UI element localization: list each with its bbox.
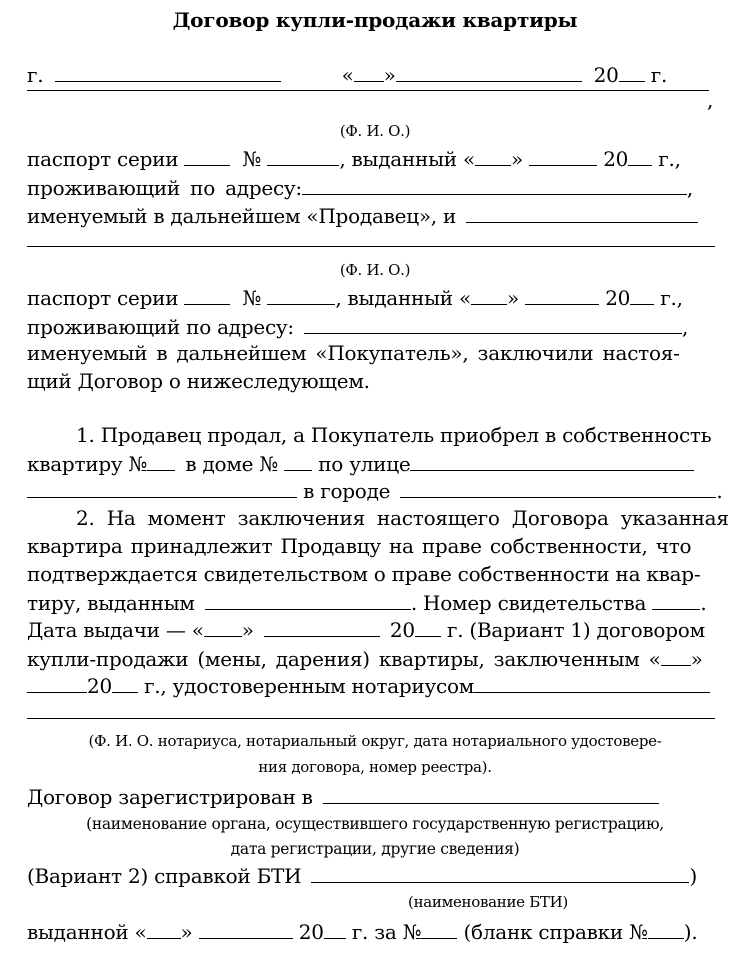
final-blank-label: (бланк справки № — [463, 920, 648, 944]
final-year-prefix: 20 — [298, 920, 324, 944]
clause2-line7 — [27, 673, 717, 698]
clause1-city-label: в городе — [303, 479, 391, 503]
seller-name-field[interactable] — [27, 90, 709, 91]
clause2-line2: квартира принадлежит Продавцу на праве собственности, что — [27, 534, 692, 558]
final-year-field[interactable] — [324, 919, 346, 939]
year-field[interactable] — [619, 62, 645, 82]
buyer-number-field[interactable] — [267, 285, 335, 305]
clause1-street-label: по улице — [318, 452, 411, 476]
final-issued-label: выданной « — [27, 920, 147, 944]
buyer-named-line1: именуемый в дальнейшем «Покупатель», заключили настоя- — [27, 341, 680, 365]
seller-year-prefix: 20 — [603, 147, 629, 171]
apartment-number-field[interactable] — [147, 451, 175, 471]
clause1-house-label: в доме № — [185, 452, 278, 476]
registered-line — [27, 784, 717, 809]
seller-year-suffix: г., — [658, 147, 681, 171]
seller-year-field[interactable] — [628, 146, 652, 166]
day-field[interactable] — [354, 62, 384, 82]
year-suffix: г. — [650, 63, 668, 87]
line-end-comma: , — [707, 88, 714, 112]
final-day-field[interactable] — [147, 919, 181, 939]
clause2-line1: 2. На момент заключения настоящего Договора указанная — [76, 506, 729, 530]
variant1-label: г. (Вариант 1) договором — [446, 618, 705, 642]
buyer-issued-label: , выданный « — [335, 286, 471, 310]
final-date-close: » — [180, 920, 193, 944]
buyer-number-sign: № — [242, 286, 262, 310]
notary-caption-line2: ния договора, номер реестра). — [258, 758, 492, 776]
clause1-line3 — [27, 478, 723, 503]
seller-number-sign: № — [242, 147, 262, 171]
issue-month-field[interactable] — [264, 617, 380, 637]
buyer-residing-label: проживающий по адресу: — [27, 315, 294, 339]
registration-caption-line1: (наименование органа, осуществившего государственную регистрацию, — [86, 815, 664, 833]
month-field[interactable] — [396, 62, 582, 82]
city-field[interactable] — [55, 62, 281, 82]
seller-passport-line — [27, 146, 717, 171]
final-number-label: г. за № — [351, 920, 422, 944]
street-field[interactable] — [410, 451, 694, 471]
buyer-issued-day-field[interactable] — [471, 285, 507, 305]
notarized-label: г., удостоверенным нотариусом — [144, 674, 475, 698]
seller-issued-day-field[interactable] — [475, 146, 511, 166]
date-close-quote: » — [383, 63, 396, 87]
buyer-address-field[interactable] — [304, 314, 682, 334]
notary-details-field[interactable] — [27, 718, 715, 719]
seller-issued-label: , выданный « — [339, 147, 475, 171]
buyer-address-line — [27, 314, 717, 339]
final-number-field[interactable] — [421, 919, 457, 939]
street-continued-field[interactable] — [27, 478, 297, 498]
buyer-passport-label: паспорт серии — [27, 286, 179, 310]
seller-named-label: именуемый в дальнейшем «Продавец», и — [27, 204, 457, 228]
city-date-line — [27, 62, 717, 87]
seller-fio-caption: (Ф. И. О.) — [339, 122, 411, 140]
contract-year-field[interactable] — [112, 673, 138, 693]
house-number-field[interactable] — [284, 451, 312, 471]
contract-month-field[interactable] — [27, 673, 87, 693]
seller-residing-end: , — [686, 176, 694, 200]
seller-address-line — [27, 175, 717, 200]
contract-date-close: » — [690, 647, 703, 671]
clause2-line5 — [27, 617, 717, 642]
certificate-number-field[interactable] — [652, 590, 700, 610]
clause1-line1: 1. Продавец продал, а Покупатель приобрел в собственность — [76, 423, 712, 447]
seller-address-field[interactable] — [302, 175, 687, 195]
seller-number-field[interactable] — [267, 146, 339, 166]
seller-named-line — [27, 203, 717, 228]
seller-issued-close: » — [510, 147, 523, 171]
variant2-suffix: ) — [689, 864, 698, 888]
buyer-issued-close: » — [506, 286, 519, 310]
certificate-number-label: . Номер свидетельства — [410, 591, 647, 615]
registration-authority-field[interactable] — [323, 784, 659, 804]
seller-series-field[interactable] — [184, 146, 230, 166]
city-of-apartment-field[interactable] — [400, 478, 716, 498]
contract-day-field[interactable] — [661, 646, 691, 666]
contract-year-prefix: 20 — [87, 674, 112, 698]
clause1-line2 — [27, 451, 717, 476]
registration-caption-line2: дата регистрации, другие сведения) — [230, 840, 520, 858]
buyer-year-prefix: 20 — [605, 286, 631, 310]
bti-name-field[interactable] — [311, 863, 689, 883]
final-month-field[interactable] — [199, 919, 293, 939]
variant2-label: (Вариант 2) справкой БТИ — [27, 864, 302, 888]
clause2-line4 — [27, 590, 717, 615]
buyer-passport-line — [27, 285, 717, 310]
buyer-year-field[interactable] — [630, 285, 654, 305]
clause1-apartment-label: квартиру № — [27, 452, 148, 476]
issue-day-field[interactable] — [204, 617, 242, 637]
bti-caption: (наименование БТИ) — [408, 893, 568, 911]
clause2-line3: подтверждается свидетельством о праве собственности на квар- — [27, 562, 701, 586]
seller-residing-label: проживающий по адресу: — [27, 176, 302, 200]
year-prefix: 20 — [593, 63, 619, 87]
buyer-residing-end: , — [682, 315, 689, 339]
seller-passport-label: паспорт серии — [27, 147, 179, 171]
buyer-year-suffix: г., — [660, 286, 683, 310]
buyer-name-field[interactable] — [27, 246, 715, 247]
buyer-issued-month-field[interactable] — [525, 285, 599, 305]
final-blank-number-field[interactable] — [648, 919, 684, 939]
buyer-series-field[interactable] — [184, 285, 230, 305]
contract-concluded-label: купли-продажи (мены, дарения) квартиры, заключенным « — [27, 647, 661, 671]
clause2-line6 — [27, 646, 717, 671]
clause2-line4-end: . — [700, 591, 707, 615]
variant2-line — [27, 863, 717, 888]
clause1-line3-end: . — [716, 479, 723, 503]
buyer-named-line2: щий Договор о нижеследующем. — [27, 369, 370, 393]
registered-label: Договор зарегистрирован в — [27, 785, 313, 809]
buyer-fio-caption: (Ф. И. О.) — [339, 261, 411, 279]
final-end: ). — [683, 920, 698, 944]
certificate-issuer-field[interactable] — [205, 590, 411, 610]
notary-caption-line1: (Ф. И. О. нотариуса, нотариальный округ, дата нотариального удостовере- — [88, 732, 662, 750]
notary-field[interactable] — [474, 673, 710, 693]
date-open-quote: « — [341, 63, 354, 87]
document-title: Договор купли-продажи квартиры — [172, 8, 578, 32]
final-line — [27, 919, 717, 944]
city-prefix: г. — [27, 63, 44, 87]
issue-date-label: Дата выдачи — « — [27, 618, 204, 642]
seller-issued-month-field[interactable] — [529, 146, 597, 166]
issue-year-field[interactable] — [415, 617, 441, 637]
issue-year-prefix: 20 — [389, 618, 415, 642]
certificate-issued-label: тиру, выданным — [27, 591, 195, 615]
issue-date-close: » — [241, 618, 254, 642]
buyer-name-field-start[interactable] — [466, 203, 698, 223]
